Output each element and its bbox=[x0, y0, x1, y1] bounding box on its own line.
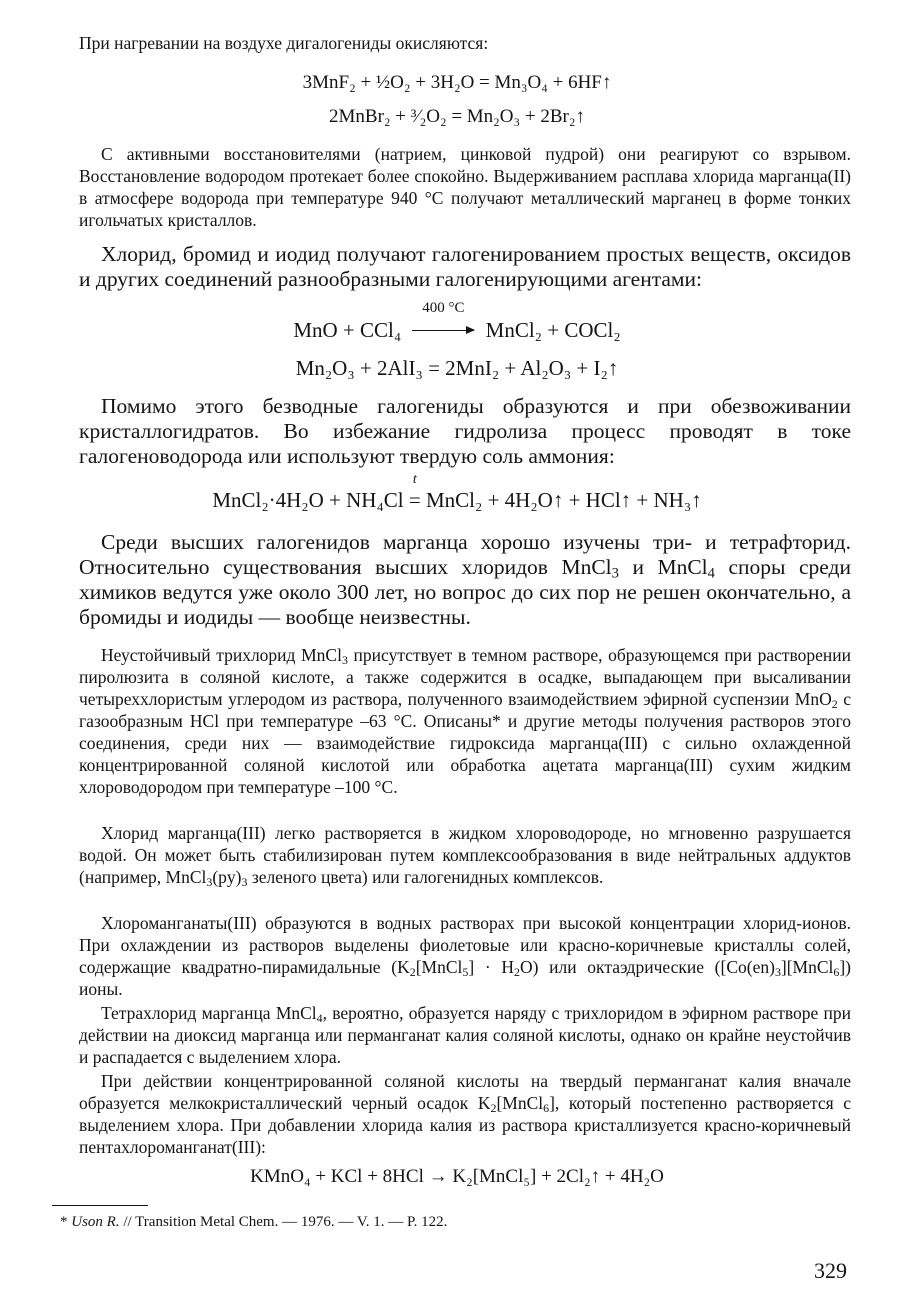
subscript: 5 bbox=[462, 964, 469, 979]
eq3-arrow bbox=[412, 300, 474, 343]
subscript: 6 bbox=[543, 1100, 550, 1115]
text-frag: зеленого цвета) или галогенидных комплексов. bbox=[247, 867, 604, 887]
paragraph-trichloride bbox=[79, 644, 851, 798]
subscript: 3 bbox=[611, 565, 619, 582]
eq5-sign-wrap bbox=[408, 472, 421, 513]
subscript: 2 bbox=[490, 1100, 497, 1115]
subscript: 2 bbox=[514, 964, 520, 979]
text-halogenation: Хлорид, бромид и иодид получают галогенированием простых веществ, оксидов и других соединений разнообразными галогенирующими агентами: bbox=[79, 242, 851, 291]
text-frag: [MnCl bbox=[415, 957, 463, 977]
footnote-mark: * bbox=[60, 1214, 68, 1230]
footnote-author: Uson R. bbox=[71, 1214, 120, 1230]
text-frag: Среди высших галогенидов марганца хорошо изучены три- и тетрафторид. Относительно существования высших хлоридов MnCl bbox=[79, 530, 851, 579]
equation-5 bbox=[0, 472, 914, 513]
equation-3 bbox=[0, 300, 914, 343]
equation-4: Mn₂O₃ + 2AlI₃ = 2MnI₂ + Al₂O₃ + I₂↑ bbox=[295, 356, 619, 380]
subscript: 2 bbox=[831, 696, 838, 711]
subscript: 3 bbox=[241, 874, 248, 889]
paragraph-intro bbox=[79, 32, 851, 54]
text-frag: Хлороманганаты(III) образуются в водных растворах при высокой концентрации хлорид-ионов. При охлаждении из растворов выделены фиолетовые или красно-коричневые кристаллы солей, содержащие квадратно-пирамидальные (K bbox=[79, 913, 851, 977]
paragraph-higher-halides bbox=[79, 530, 851, 630]
text-permanganate bbox=[79, 1070, 851, 1158]
text-dehydration: Помимо этого безводные галогениды образуются и при обезвоживании кристаллогидратов. Во избежание гидролиза процесс проводят в токе галогеноводорода или используют твердую соль аммония: bbox=[79, 394, 851, 468]
subscript: 3 bbox=[341, 652, 348, 667]
footnote-text: // Transition Metal Chem. — 1976. — V. 1. — P. 122. bbox=[119, 1214, 448, 1230]
text-frag: При действии концентрированной соляной кислоты на твердый перманганат калия вначале образуется мелкокристаллический черный осадок K bbox=[79, 1071, 851, 1113]
footnote bbox=[60, 1214, 447, 1231]
text-frag: , вероятно, образуется наряду с трихлоридом в эфирном растворе при действии на диоксид марганца или перманганат калия соляной кислоты, однако он крайне неустойчив и распадается с выделением хлора. bbox=[79, 1003, 852, 1067]
text-frag: Неустойчивый трихлорид MnCl bbox=[101, 645, 342, 665]
eq5-sign: = bbox=[408, 488, 421, 512]
paragraph-dehydration bbox=[79, 394, 851, 469]
eq5-condition: t bbox=[412, 472, 417, 487]
text-trichloride bbox=[79, 644, 851, 798]
subscript: 2 bbox=[409, 964, 416, 979]
page-number: 329 bbox=[814, 1258, 847, 1283]
equation-1: 3MnF₂ + ½O₂ + 3H₂O = Mn₃O₄ + 6HF↑ bbox=[302, 72, 612, 93]
text-frag: Хлорид марганца(III) легко растворяется в жидком хлороводороде, но мгновенно разрушается водой. Он может быть стабилизирован путем комплексообразования в виде нейтральных аддуктов (например, MnCl bbox=[79, 823, 851, 887]
text-intro: При нагревании на воздухе дигалогениды окисляются: bbox=[79, 33, 489, 53]
text-frag: (py) bbox=[212, 867, 242, 887]
text-frag: споры среди химиков ведутся уже около 300 лет, но вопрос до сих пор не решен окончательно, а бромиды и иодиды — вообще неизвестны. bbox=[79, 555, 851, 629]
text-frag: присутствует в темном растворе, образующемся при растворении пиролюзита в соляной кислоте, а также содержится в осадке, выпадающем при высаливании четыреххлористым углеродом из раствора, полученного взаимодействием эфирной суспензии MnO bbox=[79, 645, 852, 709]
text-mn3-chloride bbox=[79, 822, 851, 888]
eq3-right: MnCl₂ + COCl₂ bbox=[485, 318, 621, 342]
paragraph-chloromanganates bbox=[79, 912, 851, 1000]
text-tetrachloride bbox=[79, 1002, 851, 1068]
text-frag: [MnCl bbox=[496, 1093, 544, 1113]
right-arrow-icon bbox=[412, 330, 474, 331]
eq3-condition: 400 °C bbox=[422, 300, 465, 316]
text-chloromanganates bbox=[79, 912, 851, 1000]
subscript: 3 bbox=[206, 874, 213, 889]
text-frag: и MnCl bbox=[618, 555, 708, 579]
text-frag: ] · H bbox=[468, 957, 515, 977]
text-higher-halides bbox=[79, 530, 851, 630]
text-frag: ]) ионы. bbox=[79, 957, 851, 999]
text-frag: ][MnCl bbox=[780, 957, 834, 977]
text-frag: Тетрахлорид марганца MnCl bbox=[101, 1003, 317, 1023]
equation-2: 2MnBr₂ + ³⁄₂O₂ = Mn₂O₃ + 2Br₂↑ bbox=[329, 106, 585, 127]
eq5-right: MnCl₂ + 4H₂O↑ + HCl↑ + NH₃↑ bbox=[425, 488, 702, 512]
paragraph-permanganate bbox=[79, 1070, 851, 1158]
eq5-left: MnCl₂·4H₂O + NH₄Cl bbox=[212, 488, 404, 512]
equation-6: KMnO₄ + KCl + 8HCl → K₂[MnCl₅] + 2Cl₂↑ + 4H₂O bbox=[250, 1166, 664, 1187]
subscript: 3 bbox=[774, 964, 781, 979]
subscript: 6 bbox=[833, 964, 840, 979]
paragraph-mn3-chloride bbox=[79, 822, 851, 888]
paragraph-tetrachloride bbox=[79, 1002, 851, 1068]
eq3-left: MnO + CCl₄ bbox=[293, 318, 402, 342]
paragraph-halogenation bbox=[79, 242, 851, 292]
subscript: 4 bbox=[316, 1010, 323, 1025]
text-frag: с газообразным HCl при температуре –63 °С. Описаны* и другие методы получения растворов этого соединения, среди них — взаимодействие гидроксида марганца(III) с сильно охлажденной концентрированной соляной кислотой или обработка ацетата марганца(III) сухим жидким хлороводородом при температуре –100 °С. bbox=[79, 689, 851, 797]
footnote-divider bbox=[52, 1205, 148, 1206]
paragraph-reducers bbox=[79, 143, 851, 231]
text-frag: O) или октаэдрические ([Co(en) bbox=[519, 957, 775, 977]
text-reducers: С активными восстановителями (натрием, цинковой пудрой) они реагируют со взрывом. Восстановление водородом протекает более спокойно. Выдерживанием расплава хлорида марганца(II) в атмосфере водорода при температуре 940 °С получают металлический марганец в форме тонких игольчатых кристаллов. bbox=[79, 144, 851, 230]
subscript: 4 bbox=[707, 565, 715, 582]
text-frag: ], который постепенно растворяется с выделением хлора. При добавлении хлорида калия из раствора кристаллизуется красно-коричневый пентахлороманганат(III): bbox=[79, 1093, 851, 1157]
